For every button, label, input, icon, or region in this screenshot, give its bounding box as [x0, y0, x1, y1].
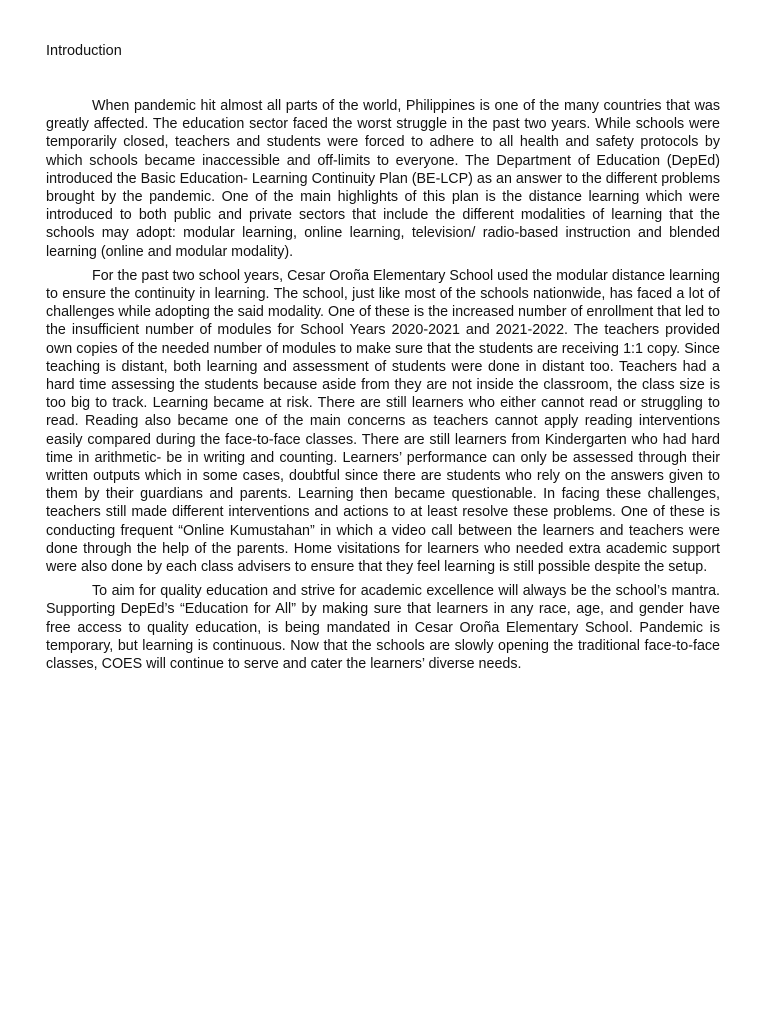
section-heading: Introduction [46, 43, 122, 59]
document-page [46, 42, 720, 679]
paragraph-3: To aim for quality education and strive for academic excellence will always be the school’s mantra. Supporting DepEd’s “Education for All” by making sure that learners in any race, age, and gender have free access to quality education, is being mandated in Cesar Oroña Elementary School. Pandemic is temporary, but learning is continuous. Now that the schools are slowly opening the traditional face-to-face classes, COES will continue to serve and cater the learners’ diverse needs. [46, 583, 720, 673]
paragraph-1: When pandemic hit almost all parts of the world, Philippines is one of the many countries that was greatly affected. The education sector faced the worst struggle in the past two years. While schools were temporarily closed, teachers and students were forced to adhere to all health and safety protocols by which schools became inaccessible and off-limits to everyone. The Department of Education (DepEd) introduced the Basic Education- Learning Continuity Plan (BE-LCP) as an answer to the different problems brought by the pandemic. One of the main highlights of this plan is the distance learning which were introduced to both public and private sectors that include the different modalities of learning that the schools may adopt: modular learning, online learning, television/ radio-based instruction and blended learning (online and modular modality). [46, 98, 720, 260]
paragraph-2: For the past two school years, Cesar Oroña Elementary School used the modular distance learning to ensure the continuity in learning. The school, just like most of the schools nationwide, has faced a lot of challenges while adopting the said modality. One of these is the increased number of enrollment that led to the insufficient number of modules for School Years 2020-2021 and 2021-2022. The teachers provided own copies of the needed number of modules to make sure that the students are receiving 1:1 copy. Since teaching is distant, both learning and assessment of students were done in distant too. Teachers had a hard time assessing the students because aside from they are not inside the classroom, the class size is too big to track. Learning became at risk. There are still learners who either cannot read or struggling to read. Reading also became one of the main concerns as teachers cannot apply reading interventions easily compared during the face-to-face classes. There are still learners from Kindergarten who had hard time in arithmetic- be in writing and counting. Learners’ performance can only be assessed through their written outputs which in some cases, doubtful since there are students who rely on the answers given to them by their guardians and parents. Learning then became questionable. In facing these challenges, teachers still made different interventions and actions to at least resolve these problems. One of these is conducting frequent “Online Kumustahan” in which a video call between the learners and teachers were done through the help of the parents. Home visitations for learners who needed extra academic support were also done by each class advisers to ensure that they feel learning is still possible despite the setup. [46, 267, 720, 576]
